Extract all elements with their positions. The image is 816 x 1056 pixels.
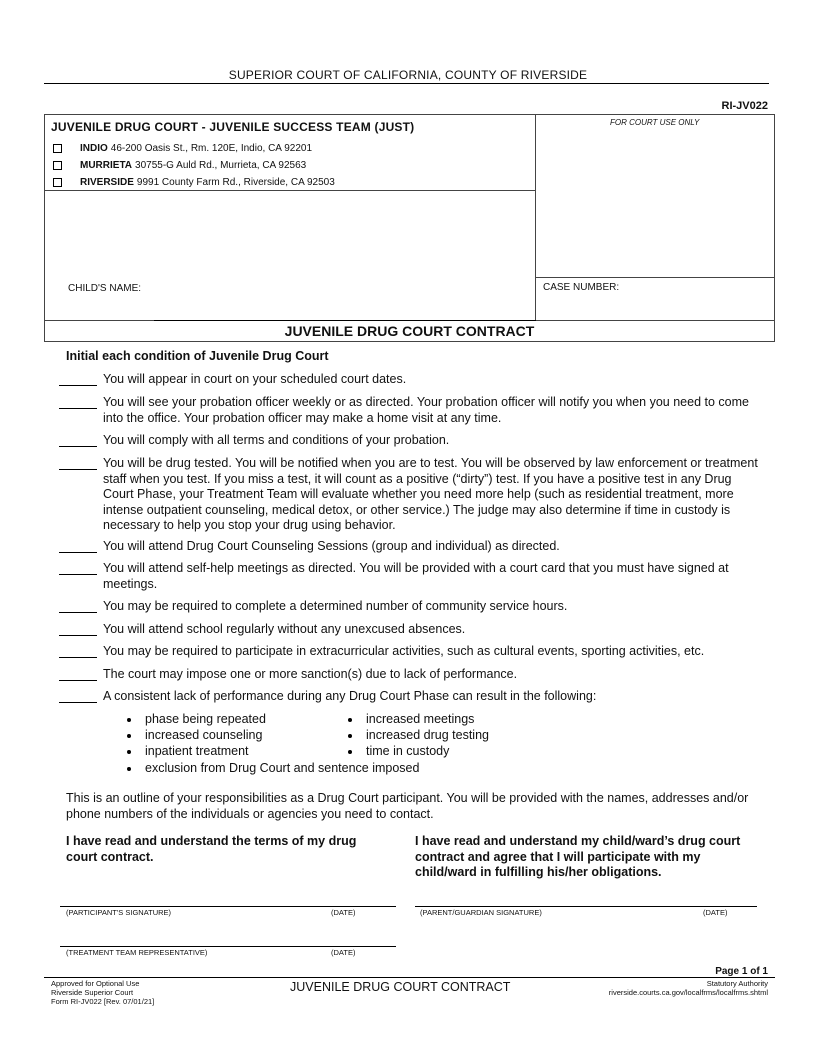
consequence-text: increased counseling	[145, 728, 263, 742]
case-number-label: CASE NUMBER:	[543, 282, 620, 293]
consequence-text: increased meetings	[366, 712, 475, 726]
condition-item	[59, 644, 759, 660]
riverside-checkbox[interactable]	[53, 178, 62, 187]
consequence-item	[127, 728, 262, 742]
consequence-text: time in custody	[366, 744, 450, 758]
initial-blank[interactable]	[59, 667, 97, 681]
consequence-text: exclusion from Drug Court and sentence imposed	[145, 761, 420, 775]
authority-label: Statutory Authority	[706, 979, 768, 988]
condition-text: You will attend school regularly without any unexcused absences.	[103, 622, 466, 636]
participant-date-label: (DATE)	[331, 908, 356, 917]
condition-text: A consistent lack of performance during any Drug Court Phase can result in the following:	[103, 689, 597, 703]
initial-blank[interactable]	[59, 539, 97, 553]
approval-block	[51, 979, 154, 1006]
participant-signature-line[interactable]	[60, 906, 396, 907]
header-divider-locations	[44, 190, 535, 191]
approval-line: Riverside Superior Court	[51, 988, 134, 997]
condition-item	[59, 599, 759, 615]
participant-acknowledgement: I have read and understand the terms of my drug court contract.	[66, 834, 357, 864]
footer-rule	[44, 977, 775, 978]
consequence-item	[348, 712, 474, 726]
condition-text: You may be required to complete a determined number of community service hours.	[103, 599, 568, 613]
condition-text: You will see your probation officer weekly or as directed. Your probation officer will notify you when you need to come into the office. Your probation officer may make a home visit at any time.	[103, 395, 749, 425]
consequence-text: increased drug testing	[366, 728, 489, 742]
location-name: RIVERSIDE	[80, 177, 134, 188]
consequence-item	[127, 712, 266, 726]
bullet-icon	[348, 734, 352, 738]
location-option-indio[interactable]	[53, 143, 312, 154]
condition-item	[59, 395, 759, 426]
bullet-icon	[348, 718, 352, 722]
approval-line: Approved for Optional Use	[51, 979, 140, 988]
forms-url[interactable]: riverside.courts.ca.gov/localfrms/localfrms.shtml	[608, 988, 768, 997]
treatment-signature-label: (TREATMENT TEAM REPRESENTATIVE)	[66, 948, 208, 957]
bullet-icon	[127, 734, 131, 738]
initial-blank[interactable]	[59, 644, 97, 658]
parent-signature-line[interactable]	[415, 906, 757, 907]
condition-item	[59, 456, 759, 534]
condition-text: You will comply with all terms and conditions of your probation.	[103, 433, 450, 447]
header-divider-case	[535, 277, 775, 278]
header-divider-vertical	[535, 114, 536, 321]
form-code: RI-JV022	[721, 100, 768, 112]
authority-block	[609, 979, 768, 997]
program-title: JUVENILE DRUG COURT - JUVENILE SUCCESS TEAM (JUST)	[51, 120, 415, 134]
participant-signature-label: (PARTICIPANT'S SIGNATURE)	[66, 908, 172, 917]
title-rule	[44, 83, 769, 84]
consequence-item	[127, 744, 249, 758]
condition-item	[59, 539, 759, 555]
condition-item	[59, 561, 759, 592]
initial-blank[interactable]	[59, 689, 97, 703]
approval-line: Form RI-JV022 [Rev. 07/01/21]	[51, 997, 155, 1006]
condition-text: You will attend self-help meetings as directed. You will be provided with a court card that you must have signed at meetings.	[103, 561, 729, 591]
court-title: SUPERIOR COURT OF CALIFORNIA, COUNTY OF RIVERSIDE	[228, 68, 588, 82]
condition-item	[59, 622, 759, 638]
consequence-text: phase being repeated	[145, 712, 266, 726]
bullet-icon	[127, 718, 131, 722]
initial-blank[interactable]	[59, 372, 97, 386]
condition-text: You will be drug tested. You will be notified when you are to test. You will be observed by law enforcement or treatment staff when you test. If you miss a test, it will count as a positive (“dirty”) test. If you have a positive test in any Drug Court Phase, your Treatment Team will evaluate whether you need more help (such as residential treatment, more intense outpatient counseling, medical detox, or other service.) The judge may also determine if time in custody is necessary to help you stop your drug using behavior.	[103, 456, 758, 532]
location-option-riverside[interactable]	[53, 177, 335, 188]
location-address: 46-200 Oasis St., Rm. 120E, Indio, CA 92201	[110, 143, 313, 154]
bullet-icon	[127, 750, 131, 754]
initial-blank[interactable]	[59, 395, 97, 409]
initial-blank[interactable]	[59, 456, 97, 470]
condition-item	[59, 689, 759, 705]
bullet-icon	[127, 767, 131, 771]
parent-acknowledgement: I have read and understand my child/ward’s drug court contract and agree that I will participate with my child/ward in fulfilling his/her obligations.	[415, 834, 741, 879]
consequence-item	[348, 728, 489, 742]
initial-blank[interactable]	[59, 561, 97, 575]
bullet-icon	[348, 750, 352, 754]
condition-item	[59, 372, 759, 388]
consequence-item	[127, 761, 419, 775]
footer-title: JUVENILE DRUG COURT CONTRACT	[290, 980, 511, 994]
conditions-heading: Initial each condition of Juvenile Drug Court	[66, 349, 329, 363]
childs-name-label: CHILD'S NAME:	[68, 283, 142, 294]
location-address: 30755-G Auld Rd., Murrieta, CA 92563	[135, 160, 307, 171]
page-number: Page 1 of 1	[715, 966, 768, 977]
location-option-murrieta[interactable]	[53, 160, 306, 171]
treatment-date-label: (DATE)	[331, 948, 356, 957]
court-use-label: FOR COURT USE ONLY	[610, 118, 700, 127]
parent-signature-label: (PARENT/GUARDIAN SIGNATURE)	[420, 908, 542, 917]
location-address: 9991 County Farm Rd., Riverside, CA 92503	[136, 177, 335, 188]
condition-text: You may be required to participate in extracurricular activities, such as cultural events, sporting activities, etc.	[103, 644, 705, 658]
condition-text: You will appear in court on your scheduled court dates.	[103, 372, 407, 386]
childs-name-line	[154, 320, 536, 321]
condition-item	[59, 667, 759, 683]
parent-date-label: (DATE)	[703, 908, 728, 917]
contract-title: JUVENILE DRUG COURT CONTRACT	[284, 323, 535, 339]
condition-text: The court may impose one or more sanction(s) due to lack of performance.	[103, 667, 518, 681]
murrieta-checkbox[interactable]	[53, 161, 62, 170]
location-name: MURRIETA	[80, 160, 133, 171]
consequence-item	[348, 744, 449, 758]
consequence-text: inpatient treatment	[145, 744, 249, 758]
location-name: INDIO	[80, 143, 108, 154]
indio-checkbox[interactable]	[53, 144, 62, 153]
treatment-signature-line[interactable]	[60, 946, 396, 947]
initial-blank[interactable]	[59, 433, 97, 447]
condition-text: You will attend Drug Court Counseling Sessions (group and individual) as directed.	[103, 539, 560, 553]
condition-item	[59, 433, 759, 449]
outline-paragraph: This is an outline of your responsibilities as a Drug Court participant. You will be provided with the names, addresses and/or phone numbers of the individuals or agencies you need to contact.	[66, 791, 749, 821]
initial-blank[interactable]	[59, 599, 97, 613]
initial-blank[interactable]	[59, 622, 97, 636]
